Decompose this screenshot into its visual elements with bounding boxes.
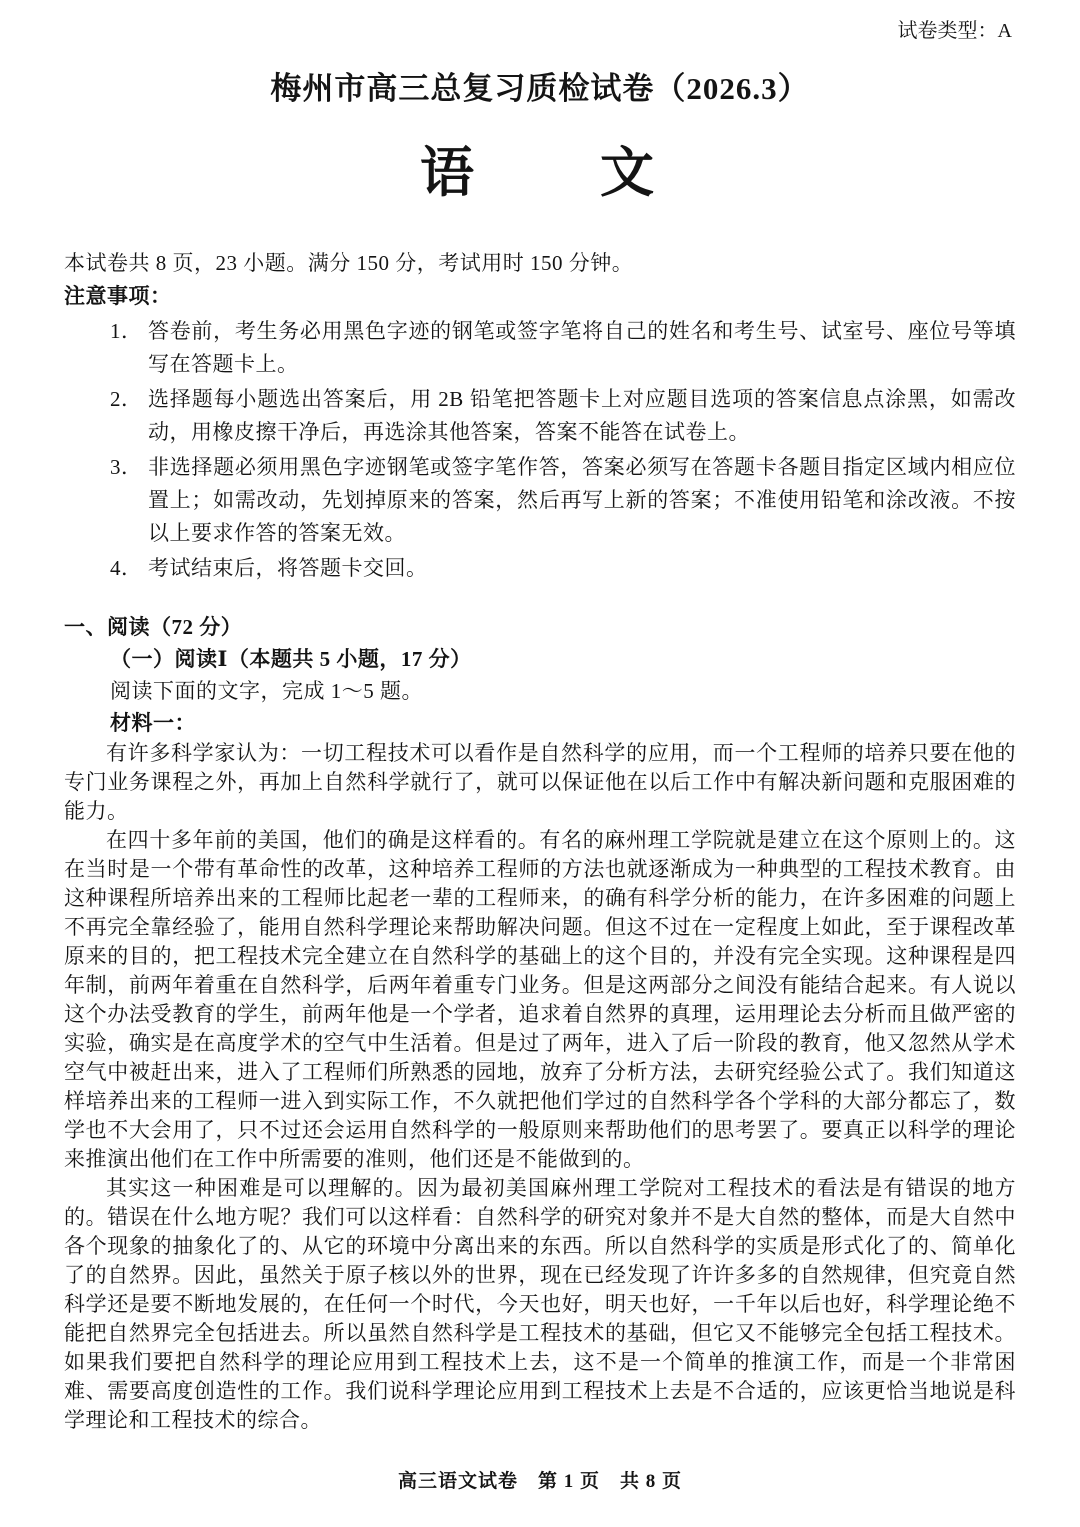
- notice-item: [64, 315, 1016, 381]
- reading-instruction: 阅读下面的文字，完成 1～5 题。: [110, 679, 423, 703]
- notice-text: 选择题每小题选出答案后，用 2B 铅笔把答题卡上对应题目选项的答案信息点涂黑，如需改动，用橡皮擦干净后，再选涂其他答案，答案不能答在试卷上。: [148, 387, 1016, 444]
- page-footer: 高三语文试卷 第 1 页 共 8 页: [397, 1471, 682, 1492]
- notice-number: 3．: [110, 455, 143, 479]
- notice-text: 考试结束后，将答题卡交回。: [148, 556, 428, 580]
- material-1-paragraph: 有许多科学家认为：一切工程技术可以看作是自然科学的应用，而一个工程师的培养只要在他的专门业务课程之外，再加上自然科学就行了，就可以保证他在以后工作中有解决新问题和克服困难的能力。: [64, 741, 1016, 823]
- material-1-paragraph: 其实这一种困难是可以理解的。因为最初美国麻州理工学院对工程技术的看法是有错误的地方的。错误在什么地方呢？我们可以这样看：自然科学的研究对象并不是大自然的整体，而是大自然中各个现象的抽象化了的、从它的环境中分离出来的东西。所以自然科学的实质是形式化了的、简单化了的自然界。因此，虽然关于原子核以外的世界，现在已经发现了许许多多的自然规律，但究竟自然科学还是要不断地发展的，在任何一个时代，今天也好，明天也好，一千年以后也好，科学理论绝不能把自然界完全包括进去。所以虽然自然科学是工程技术的基础，但它又不能够完全包括工程技术。如果我们要把自然科学的理论应用到工程技术上去，这不是一个简单的推演工作，而是一个非常困难、需要高度创造性的工作。我们说科学理论应用到工程技术上去是不合适的，应该更恰当地说是科学理论和工程技术的综合。: [64, 1176, 1016, 1432]
- section-1-subsection-heading: （一）阅读Ⅰ（本题共 5 小题，17 分）: [110, 647, 472, 671]
- exam-info: 本试卷共 8 页，23 小题。满分 150 分，考试用时 150 分钟。: [64, 251, 634, 275]
- material-1-body: [64, 739, 1016, 1435]
- section-1-heading: 一、阅读（72 分）: [64, 615, 243, 639]
- notice-heading: 注意事项：: [64, 284, 172, 308]
- material-1-heading: 材料一：: [110, 711, 196, 735]
- notice-number: 2．: [110, 387, 143, 411]
- notice-item: [64, 552, 1016, 585]
- notice-item: [64, 451, 1016, 550]
- paper-type-label: 试卷类型：A: [897, 20, 1012, 42]
- notice-number: 4．: [110, 556, 143, 580]
- notice-item: [64, 383, 1016, 449]
- notice-text: 答卷前，考生务必用黑色字迹的钢笔或签字笔将自己的姓名和考生号、试室号、座位号等填写在答题卡上。: [148, 319, 1016, 376]
- material-1-paragraph: 在四十多年前的美国，他们的确是这样看的。有名的麻州理工学院就是建立在这个原则上的。这在当时是一个带有革命性的改革，这种培养工程师的方法也就逐渐成为一种典型的工程技术教育。由这种课程所培养出来的工程师比起老一辈的工程师来，的确有科学分析的能力，在许多困难的问题上不再完全靠经验了，能用自然科学理论来帮助解决问题。但这不过在一定程度上如此，至于课程改革原来的目的，把工程技术完全建立在自然科学的基础上的这个目的，并没有完全实现。这种课程是四年制，前两年着重在自然科学，后两年着重专门业务。但是这两部分之间没有能结合起来。有人说以这个办法受教育的学生，前两年他是一个学者，追求着自然界的真理，运用理论去分析而且做严密的实验，确实是在高度学术的空气中生活着。但是过了两年，进入了后一阶段的教育，他又忽然从学术空气中被赶出来，进入了工程师们所熟悉的园地，放弃了分析方法，去研究经验公式了。我们知道这样培养出来的工程师一进入到实际工作，不久就把他们学过的自然科学各个学科的大部分都忘了，数学也不大会用了，只不过还会运用自然科学的一般原则来帮助他们的思考罢了。要真正以科学的理论来推演出他们在工作中所需要的准则，他们还是不能做到的。: [64, 828, 1016, 1171]
- notice-number: 1．: [110, 319, 143, 343]
- exam-title: 梅州市高三总复习质检试卷（2026.3）: [270, 71, 810, 106]
- notice-list: [64, 315, 1016, 585]
- subject-title: 语 文: [420, 143, 660, 203]
- notice-text: 非选择题必须用黑色字迹钢笔或签字笔作答，答案必须写在答题卡各题目指定区域内相应位置上；如需改动，先划掉原来的答案，然后再写上新的答案；不准使用铅笔和涂改液。不按以上要求作答的答案无效。: [148, 455, 1016, 545]
